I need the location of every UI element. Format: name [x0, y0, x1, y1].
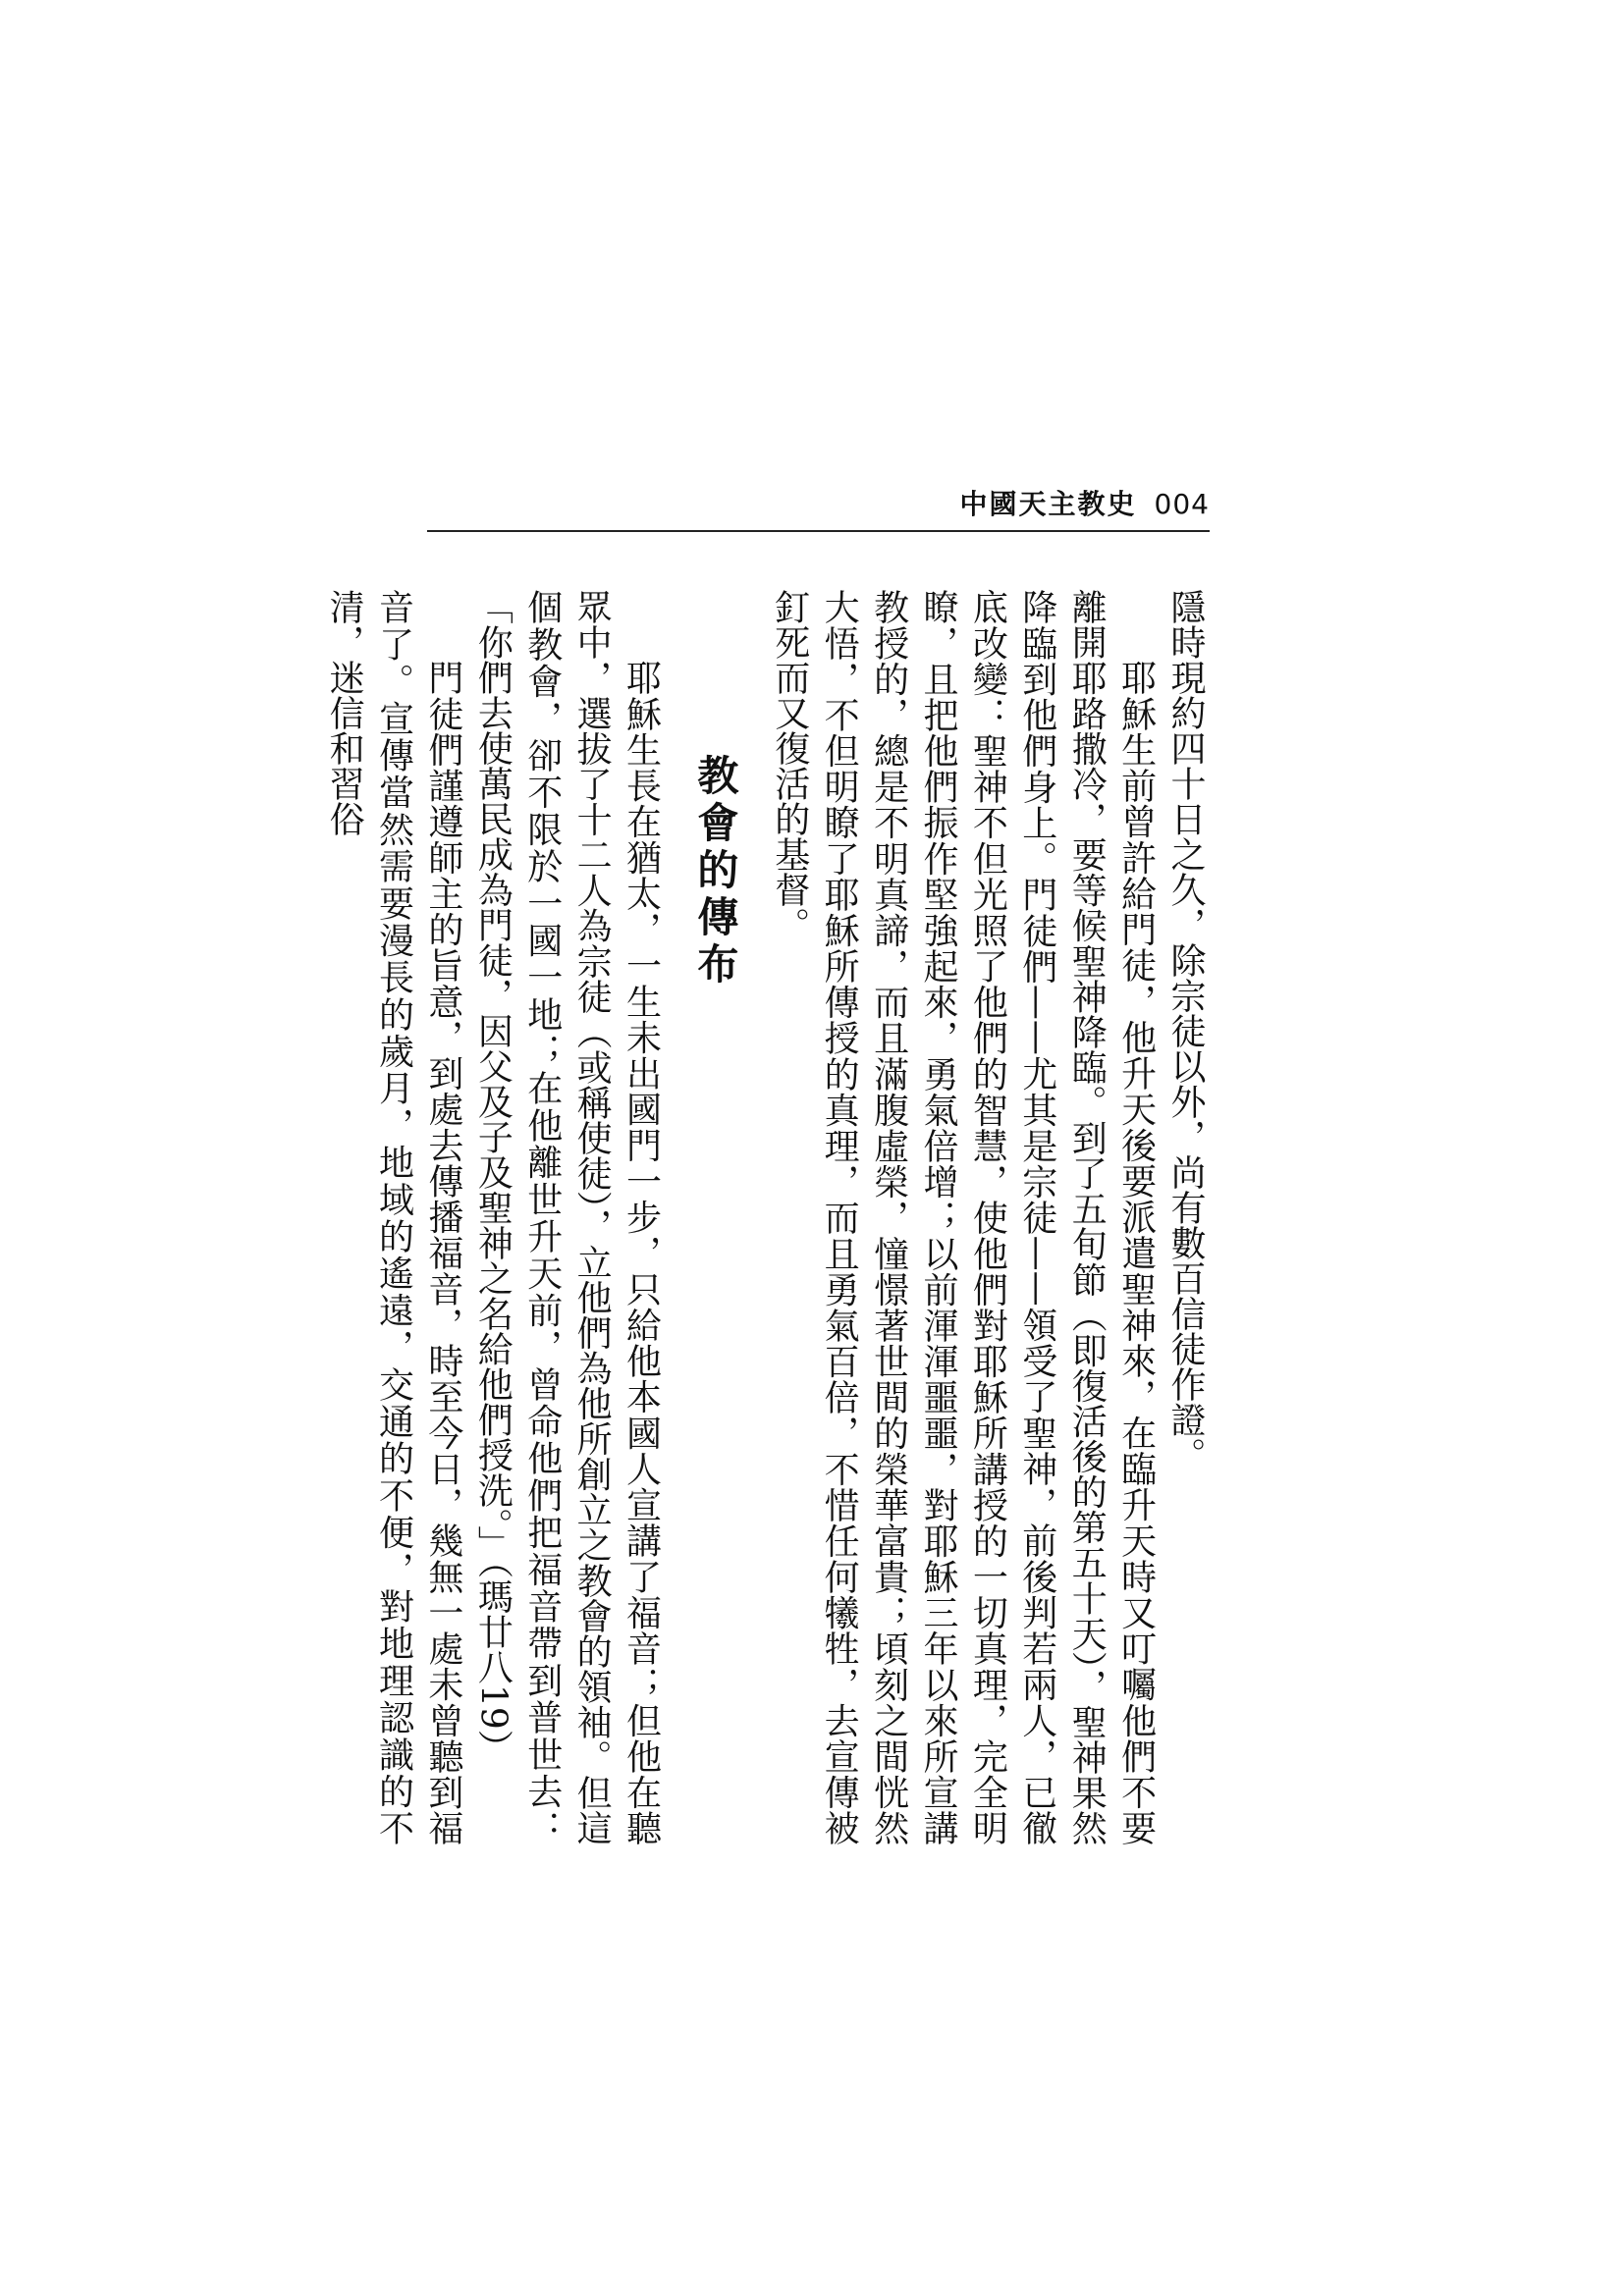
section-title: 教會的傳布: [691, 754, 740, 989]
header-text: [960, 483, 1210, 522]
paragraph-continuation: 隱時現約四十日之久，除宗徒以外，尚有數百信徒作證。: [1165, 589, 1206, 1472]
paragraph-holy-spirit: 耶穌生前曾許給門徒，他升天後要派遣聖神來，在臨升天時又叮囑他們不要離開耶路撒冷，要等候聖神降臨。到了五旬節（即復活後的第五十天），聖神果然降臨到他們身上。門徒們——尤其是宗徒——領受了聖神，前後判若兩人，已徹底改變：聖神不但光照了他們的智慧，使他們對耶穌所講授的一切真理，完全明瞭，且把他們振作堅強起來，勇氣倍增；以前渾渾噩噩，對耶穌三年以來所宣講教授的，總是不明真諦，而且滿腹虛榮，憧憬著世間的榮華富貴；頃刻之間恍然大悟，不但明瞭了耶穌所傳授的真理，而且勇氣百倍，不惜任何犧牲，去宣傳被釘死而又復活的基督。: [769, 589, 1157, 1845]
page-body: [324, 589, 1210, 1845]
book-title: 中國天主教史: [959, 488, 1137, 520]
page-number: 004: [1154, 488, 1210, 520]
paragraph-apostles: 耶穌生長在猶太，一生未出國門一步，只給他本國人宣講了福音；但他在聽眾中，選拔了十二人為宗徒（或稱使徒），立他們為他所創立之教會的領袖。但這個教會，卻不限於一國一地；在他離世升天前，曾命他們把福音帶到普世去：「你們去使萬民成為門徒，因父及子及聖神之名給他們授洗。」（瑪廿八19）: [472, 589, 662, 1845]
running-header: [427, 481, 1210, 532]
paragraph-spreading-gospel: 門徒們謹遵師主的旨意，到處去傳播福音，時至今日，幾無一處未曾聽到福音了。宣傳當然需要漫長的歲月，地域的遙遠，交通的不便，對地理認識的不清，迷信和習俗: [324, 589, 463, 1845]
